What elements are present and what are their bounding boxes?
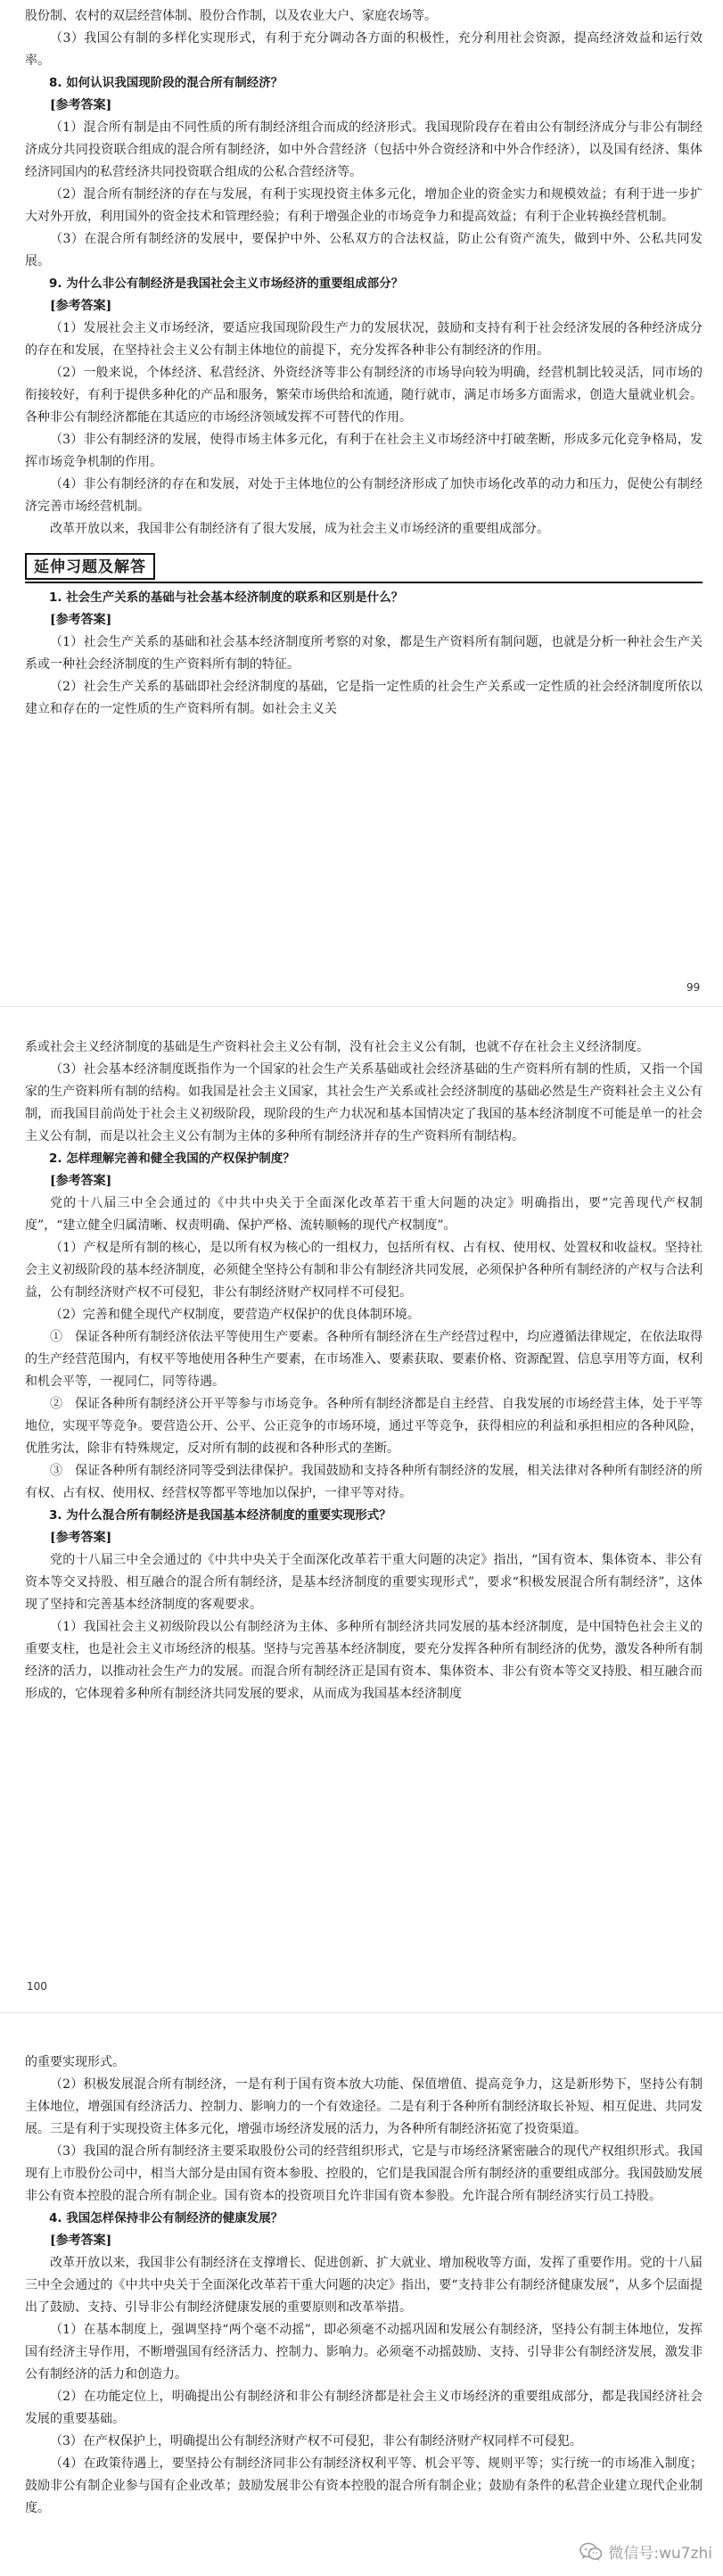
question-heading: 8. 如何认识我国现阶段的混合所有制经济？ [49,76,283,90]
page-divider [0,1006,723,1007]
question-heading: 9. 为什么非公有制经济是我国社会主义市场经济的重要组成部分？ [49,277,404,291]
page-1-body-2 [25,587,702,721]
paragraph: （3）在混合所有制经济的发展中，要保护中外、公私双方的合法权益，防止公有资产流失，做到中外、公私共同发展。 [25,232,702,268]
paragraph: ③ 保证各种所有制经济同等受到法律保护。我国鼓励和支持各种所有制经济的发展，相关法律对各种所有制经济的所有权、占有权、使用权、经营权等都平等地加以保护，一律平等对待。 [25,1464,702,1500]
paragraph: （2）积极发展混合所有制经济，一是有利于国有资本放大功能、保值增值、提高竞争力，这是新形势下，坚持公有制主体地位，增强国有经济活力、控制力、影响力的一个有效途径。二是有利于各种所有制经济取长补短、相互促进、共同发展。三是有利于实现投资主体多元化，增强市场经济发展的活力，为各种所有制经济拓宽了投资渠道。 [25,2077,702,2136]
paragraph: （2）社会生产关系的基础即社会经济制度的基础，它是指一定性质的社会生产关系或一定性质的社会经济制度所依以建立和存在的一定性质的生产资料所有制。如社会主义关 [25,680,702,716]
paragraph: （3）我国的混合所有制经济主要采取股份公司的经营组织形式，它是与市场经济紧密融合的现代产权组织形式。我国现有上市股份公司中，相当大部分是由国有资本参股、控股的，它们是我国混合所有制经济的重要组成部分。我国鼓励发展非公有资本控股的混合所有制企业。国有资本的投资项目允许非国有资本参股。允许混合所有制经济实行员工持股。 [25,2144,702,2203]
paragraph: （1）产权是所有制的核心，是以所有权为核心的一组权力，包括所有权、占有权、使用权、处置权和收益权。坚持社会主义初级阶段的基本经济制度，必须健全坚持公有制和非公有制经济共同发展，必须保护各种所有制经济的产权与合法利益，公有制经济财产权不可侵犯，非公有制经济财产权同样不可侵犯。 [25,1241,702,1300]
paragraph: （2）完善和健全现代产权制度，要营造产权保护的优良体制环境。 [50,1308,420,1322]
answer-label: [参考答案] [50,613,112,627]
paragraph: （3）在产权保护上，明确提出公有制经济财产权不可侵犯，非公有制经济财产权同样不可侵犯。 [50,2434,582,2448]
section-banner-wrap [25,541,702,583]
page-2-body [25,1036,702,1705]
paragraph: ① 保证各种所有制经济依法平等使用生产要素。各种所有制经济在生产经营过程中，均应遵循法律规定，在依法取得的生产经营范围内，有权平等地使用各种生产要素，在市场准入、要素获取、要素价格、资源配置、信息享用等方面，权利和机会平等，一视同仁，同等待遇。 [25,1330,702,1389]
wechat-watermark [579,2540,712,2563]
paragraph: （4）在政策待遇上，要坚持公有制经济同非公有制经济权利平等、机会平等、规则平等；实行统一的市场准入制度；鼓励非公有制企业参与国有企业改革；鼓励发展非公有资本控股的混合所有制企业；鼓励有条件的私营企业建立现代企业制度。 [25,2456,702,2515]
wechat-icon [579,2542,603,2562]
question-heading: 4. 我国怎样保持非公有制经济的健康发展？ [49,2211,283,2225]
page-2 [25,1036,702,1978]
paragraph: （4）非公有制经济的存在和发展，对处于主体地位的公有制经济形成了加快市场化改革的动力和压力，促使公有制经济完善市场经营机制。 [25,477,702,514]
paragraph: （1）我国社会主义初级阶段以公有制经济为主体、多种所有制经济共同发展的基本经济制度，是中国特色社会主义的重要支柱，也是社会主义市场经济的根基。坚持与完善基本经济制度，要充分发挥各种所有制经济的优势，激发各种所有制经济的活力，以推动社会生产力的发展。而混合所有制经济正是国有资本、集体资本、非公有资本等交叉持股、相互融合而形成的，它体现着多种所有制经济共同发展的要求，从而成为我国基本经济制度 [25,1620,702,1701]
page-3 [25,2052,702,2533]
watermark-label: 微信号:wu7zhi [608,2545,712,2563]
page-number: 99 [686,981,701,994]
paragraph: 系或社会主义经济制度的基础是生产资料社会主义公有制，没有社会主义公有制，也就不存在社会主义经济制度。 [25,1040,649,1054]
paragraph: 党的十八届三中全会通过的《中共中央关于全面深化改革若干重大问题的决定》明确指出，要“完善现代产权制度”，“建立健全归属清晰、权责明确、保护严格、流转顺畅的现代产权制度”。 [25,1196,702,1233]
question-heading: 3. 为什么混合所有制经济是我国基本经济制度的重要实现形式？ [49,1508,391,1523]
page-3-body [25,2052,702,2520]
paragraph: （2）混合所有制经济的存在与发展，有利于实现投资主体多元化，增加企业的资金实力和规模效益；有利于进一步扩大对外开放，利用国外的资金技术和管理经验；有利于增强企业的市场竞争力和提高效益；有利于企业转换经营机制。 [25,187,702,224]
paragraph: 股份制、农村的双层经营体制、股份合作制，以及农业大户、家庭农场等。 [25,9,437,23]
paragraph: 党的十八届三中全会通过的《中共中央关于全面深化改革若干重大问题的决定》指出，“国有资本、集体资本、非公有资本等交叉持股、相互融合的混合所有制经济，是基本经济制度的重要实现形式”，要求“积极发展混合所有制经济”，这体现了坚持和完善基本经济制度的客观要求。 [25,1553,702,1612]
paragraph: （3）社会基本经济制度既指作为一个国家的社会生产关系基础或社会经济基础的生产资料所有制的性质，又指一个国家的生产资料所有制的结构。如我国是社会主义国家，其社会生产关系或社会经济制度的基础必然是生产资料社会主义公有制，而我国目前尚处于社会主义初级阶段，现阶段的生产力状况和基本国情决定了我国的基本经济制度不可能是单一的社会主义公有制，而是以社会主义公有制为主体的多种所有制经济并存的生产资料所有制结构。 [25,1062,702,1144]
paragraph: （3）我国公有制的多样化实现形式，有利于充分调动各方面的积极性，充分利用社会资源，提高经济效益和运行效率。 [25,31,702,68]
paragraph: （2）在功能定位上，明确提出公有制经济和非公有制经济都是社会主义市场经济的重要组成部分，都是我国经济社会发展的重要基础。 [25,2390,702,2426]
page-divider [0,2012,723,2013]
paragraph: （2）一般来说，个体经济、私营经济、外资经济等非公有制经济的市场导向较为明确，经营机制比较灵活，同市场的衔接较好，有利于提供多种化的产品和服务，繁荣市场供给和流通，随行就市，满足市场多方面需求，创造大量就业机会。各种非公有制经济都能在其适应的市场经济领域发挥不可替代的作用。 [25,366,702,425]
answer-label: [参考答案] [50,1174,112,1188]
paragraph: （1）混合所有制是由不同性质的所有制经济组合而成的经济形式。我国现阶段存在着由公有制经济成分与非公有制经济成分共同投资联合组成的混合所有制经济，如中外合营经济（包括中外合资经济和中外合作经济），以及国有经济、集体经济同国内的私营经济共同投资联合组成的公私合营经济等。 [25,120,702,179]
paragraph: ② 保证各种所有制经济公开平等参与市场竞争。各种所有制经济都是自主经营、自我发展的市场经营主体，处于平等地位，实现平等竞争。要营造公开、公平、公正竞争的市场环境，通过平等竞争，获得相应的利益和承担相应的各种风险，优胜劣汰，除非有特殊规定，反对所有制的歧视和各种形式的垄断。 [25,1397,702,1456]
paragraph: （1）发展社会主义市场经济，要适应我国现阶段生产力的发展状况，鼓励和支持有利于社会经济发展的各种经济成分的存在和发展，在坚持社会主义公有制主体地位的前提下，充分发挥各种非公有制经济的作用。 [25,321,702,358]
page-1-body [25,5,702,541]
question-heading: 2. 怎样理解完善和健全我国的产权保护制度？ [49,1152,295,1166]
section-banner: 延伸习题及解答 [25,553,155,580]
answer-label: [参考答案] [50,2233,112,2248]
answer-label: [参考答案] [50,98,112,112]
answer-label: [参考答案] [50,299,112,313]
paragraph: 改革开放以来，我国非公有制经济在支撑增长、促进创新、扩大就业、增加税收等方面，发挥了重要作用。党的十八届三中全会通过的《中共中央关于全面深化改革若干重大问题的决定》指出，要“支持非公有制经济健康发展”，从多个层面提出了鼓励、支持、引导非公有制经济健康发展的重要原则和改革举措。 [25,2256,702,2315]
paragraph: 改革开放以来，我国非公有制经济有了很大发展，成为社会主义市场经济的重要组成部分。 [50,522,549,536]
page-1 [25,5,702,981]
answer-label: [参考答案] [50,1531,112,1545]
paragraph: （1）社会生产关系的基础和社会基本经济制度所考察的对象，都是生产资料所有制问题，也就是分析一种社会生产关系或一种社会经济制度的生产资料所有制的特征。 [25,635,702,672]
paragraph: （3）非公有制经济的发展，使得市场主体多元化，有利于在社会主义市场经济中打破垄断，形成多元化竞争格局，发挥市场竞争机制的作用。 [25,433,702,469]
question-heading: 1. 社会生产关系的基础与社会基本经济制度的联系和区别是什么？ [49,590,404,605]
page-number: 100 [27,1980,47,1993]
paragraph: （1）在基本制度上，强调坚持“两个毫不动摇”，即必须毫不动摇巩固和发展公有制经济，坚持公有制主体地位，发挥国有经济主导作用，不断增强国有经济活力、控制力、影响力。必须毫不动摇鼓励、支持、引导非公有制经济发展，激发非公有制经济的活力和创造力。 [25,2323,702,2382]
paragraph: 的重要实现形式。 [25,2055,125,2069]
banner-rule [25,582,702,583]
